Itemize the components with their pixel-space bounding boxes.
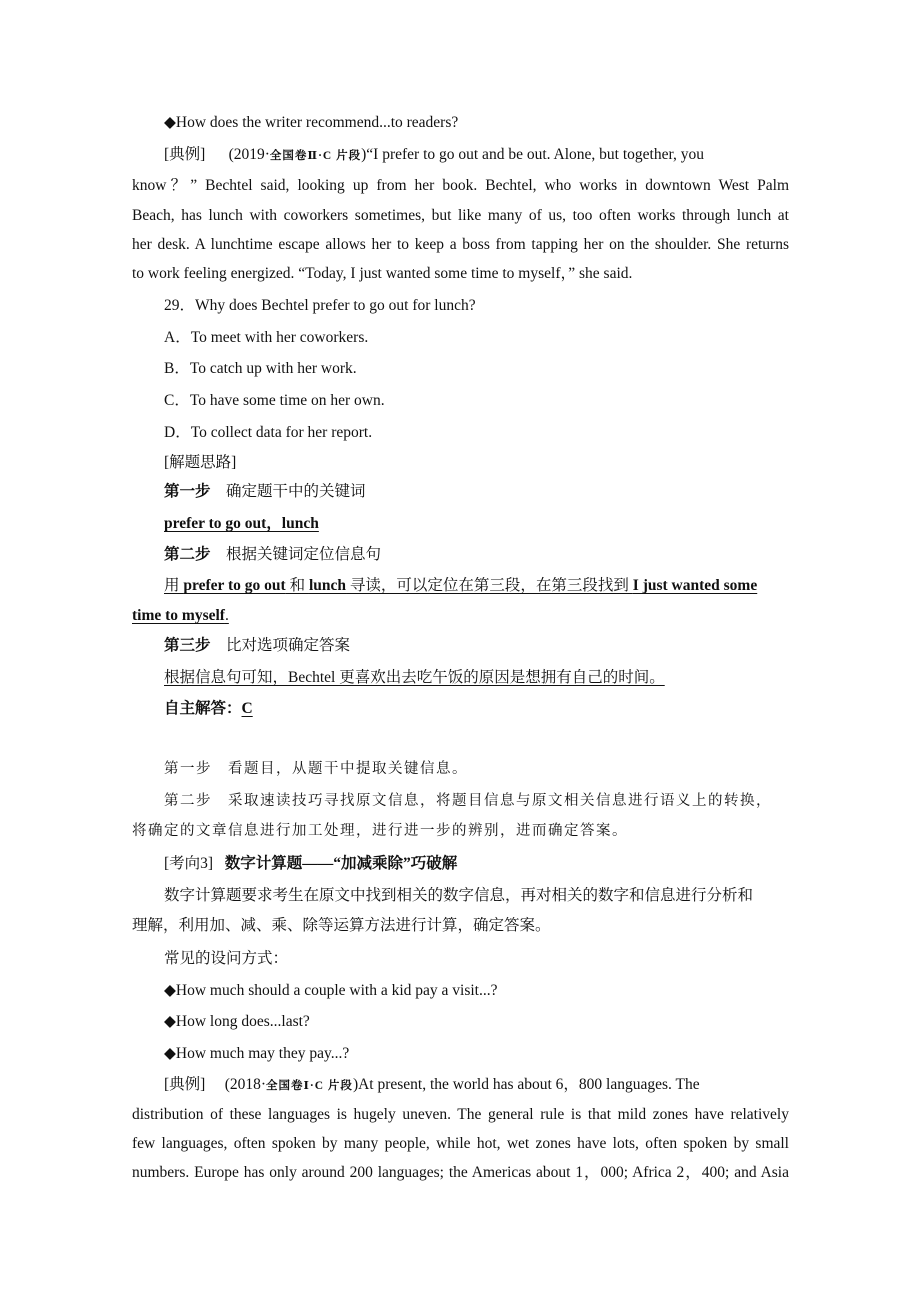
method-step1: 第一步 看题目，从题干中提取关键信息。 [164,761,468,777]
step3-explanation: 根据信息句可知，Bechtel 更喜欢出去吃午饭的原因是想拥有自己的时间。 [164,669,665,686]
answer-label: 自主解答： [164,700,242,717]
example2-line-2: distribution of these languages is hugely uneven. The general rule is that mild zones have relatively [132,1106,789,1123]
question-29: 29．Why does Bechtel prefer to go out for lunch? [164,297,476,314]
step2-part: 寻读，可以定位在第三段，在第三段找到 [346,577,633,594]
option-b: B．To catch up with her work. [164,360,357,377]
example-year: (2018· [224,1076,267,1093]
method-step2: 第二步 采取速读技巧寻找原文信息，将题目信息与原文相关信息进行语义上的转换， [164,793,772,809]
step1 [164,482,366,502]
example2-first-line [164,1075,700,1096]
step2-quote: time to myself [132,607,225,624]
step3 [164,636,350,656]
option-c: C．To have some time on her own. [164,392,385,409]
question-recommend: ◆How does the writer recommend...to readers? [164,114,459,131]
step1-label: 第一步 [164,483,211,500]
option-d: D．To collect data for her report. [164,424,373,441]
example2-line-4: numbers. Europe has only around 200 languages; the Americas about 1，000; Africa 2，400; and Asia [132,1164,789,1181]
question-how-much-pay: ◆How much may they pay...? [164,1045,350,1062]
example-text: )At present, the world has about 6，800 languages. The [352,1076,700,1093]
example1-line-5: to work feeling energized. “Today, I just wanted some time to myself，” she said. [132,265,633,282]
self-answer [164,699,253,719]
step2-explanation-cont [132,606,229,626]
step3-label: 第三步 [164,637,211,654]
kaoxiang3-title: 数字计算题——“加减乘除”巧破解 [224,855,458,872]
option-a: A．To meet with her coworkers. [164,329,369,346]
example-tag: [典例] [164,146,206,163]
kaoxiang3-tag: [考向3] [164,855,214,872]
example-source: 全国卷Ⅰ·C 片段 [266,1080,353,1092]
kaoxiang3-para-line-1: 数字计算题要求考生在原文中找到相关的数字信息，再对相关的数字和信息进行分析和 [164,887,754,904]
step2-quote: I just wanted some [632,577,758,594]
kaoxiang3-heading [164,854,457,874]
common-questions-label: 常见的设问方式： [164,950,289,967]
step2-part: . [224,607,229,624]
example1-first-line [164,145,704,166]
example-source: 全国卷Ⅱ·C 片段 [269,150,362,162]
step2-label: 第二步 [164,546,211,563]
step2-part: 和 [285,577,309,594]
step1-keywords: prefer to go out，lunch [164,515,319,532]
question-how-long: ◆How long does...last? [164,1013,310,1030]
example-year: (2019· [228,146,270,163]
step1-text: 确定题干中的关键词 [226,483,366,500]
step2-keyword: prefer to go out [183,577,286,594]
example1-line-2: know？” Bechtel said, looking up from her book. Bechtel, who works in downtown West Palm [132,177,789,194]
method-step2-cont: 将确定的文章信息进行加工处理，进行进一步的辨别，进而确定答案。 [132,823,628,839]
example2-line-3: few languages, often spoken by many people, while hot, wet zones have lots, often spoken by small [132,1135,789,1152]
step2-keyword: lunch [308,577,347,594]
kaoxiang3-para-line-2: 理解，利用加、减、乘、除等运算方法进行计算，确定答案。 [132,917,551,934]
example1-line-3: Beach, has lunch with coworkers sometimes, but like many of us, too often works through lunch at [132,207,789,224]
step2-text: 根据关键词定位信息句 [226,546,382,563]
step2-part: 用 [164,577,184,594]
step2-explanation [164,576,757,596]
solution-heading: [解题思路] [164,454,237,471]
example-tag: [典例] [164,1076,206,1093]
question-how-much-couple: ◆How much should a couple with a kid pay a visit...? [164,982,498,999]
answer-value: C [241,700,253,717]
example-text: )“I prefer to go out and be out. Alone, but together, you [361,146,704,163]
step3-text: 比对选项确定答案 [226,637,351,654]
step2 [164,545,381,565]
example1-line-4: her desk. A lunchtime escape allows her to keep a boss from tapping her on the shoulder. She returns [132,236,789,253]
